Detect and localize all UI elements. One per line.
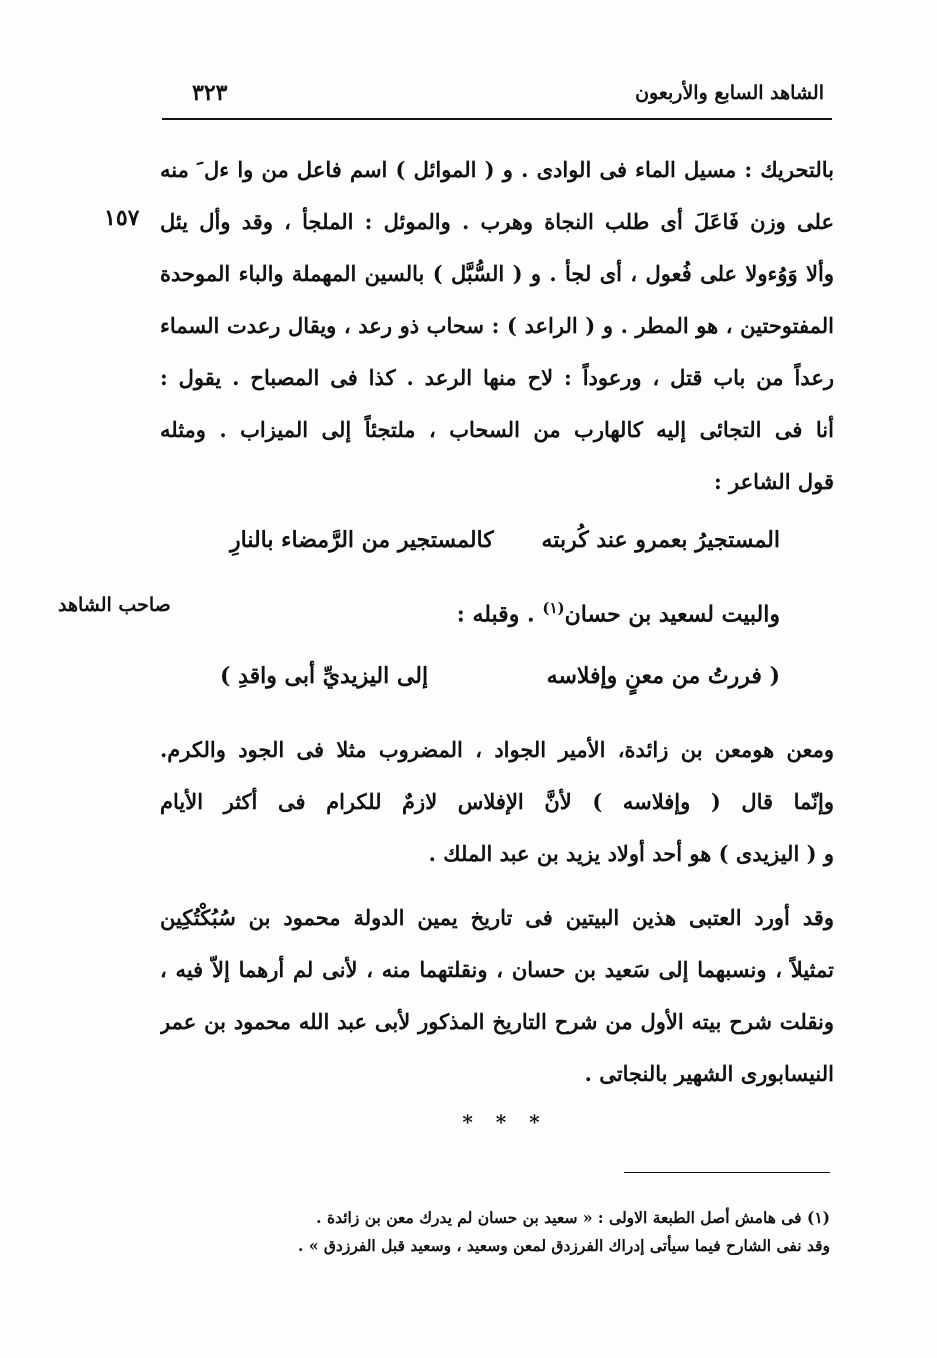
text-line: رعداً من باب قتل ، ورعوداً : لاح منها الرعد . كذا فى المصباح . يقول : xyxy=(160,365,834,390)
footnote-line: وقد نفى الشارح فيما سيأتى إدراك الفرزدق لمعن وسعيد ، وسعيد قبل الفرزدق » . xyxy=(298,1236,830,1255)
text-line: على وزن فَاعَلَ أى طلب النجاة وهرب . والموئل : الملجأ ، وقد وأل يئل xyxy=(160,209,834,234)
page-number: ٣٢٣ xyxy=(192,80,228,106)
margin-note: صاحب الشاهد xyxy=(58,594,171,616)
footnote-rule xyxy=(624,1172,830,1173)
text-line: و ( اليزيدى ) هو أحد أولاد يزيد بن عبد الملك . xyxy=(428,841,834,866)
header-rule xyxy=(162,118,832,120)
text-line: ومعن هومعن بن زائدة، الأمير الجواد ، المضروب مثلا فى الجود والكرم. xyxy=(160,737,834,762)
attribution-text: والبيت لسعيد بن حسان xyxy=(564,601,780,628)
running-head: الشاهد السابع والأربعون xyxy=(635,82,824,104)
verse-first-hemistich: ( فررتُ من معنٍ وإفلاسه xyxy=(546,663,780,689)
section-separator: * * * xyxy=(462,1110,548,1134)
footnote-ref: (١) xyxy=(542,599,565,617)
text-line: وألا وَوُءولا على فُعول ، أى لجأ . و ( السُّبَّل ) بالسين المهملة والباء الموحدة xyxy=(160,261,834,286)
verse-1 xyxy=(230,520,780,560)
text-line: تمثيلاً ، ونسبهما إلى سَعيد بن حسان ، ونقلتهما منه ، لأنى لم أرهما إلاّ فيه ، xyxy=(160,957,834,982)
page-header xyxy=(162,78,830,116)
verse-second-hemistich: إلى اليزيديِّ أبى واقدِ ) xyxy=(220,663,429,689)
text-line: ونقلت شرح بيته الأول من شرح التاريخ المذكور لأبى عبد الله محمود بن عمر xyxy=(160,1009,834,1034)
text-line: النيسابورى الشهير بالنجاتى . xyxy=(584,1061,834,1086)
verse-first-hemistich: المستجيرُ بعمرو عند كُربته xyxy=(541,527,780,553)
footnotes xyxy=(180,1204,830,1260)
attribution-line xyxy=(400,588,780,628)
text-line: أنا فى التجائى إليه كالهارب من السحاب ، ملتجئاً إلى الميزاب . ومثله xyxy=(160,417,834,442)
text-line: وإنّما قال ( وإفلاسه ) لأنَّ الإفلاس لازمٌ للكرام فى أكثر الأيام xyxy=(160,789,834,814)
verse-second-hemistich: كالمستجير من الرَّمضاء بالنارِ xyxy=(230,527,494,553)
verse-2 xyxy=(220,656,780,696)
text-line: قول الشاعر : xyxy=(713,469,834,494)
text-line: وقد أورد العتبى هذين البيتين فى تاريخ يمين الدولة محمود بن سُبُكْتُكِين xyxy=(160,905,834,930)
footnote-line: (١) فى هامش أصل الطبعة الاولى : « سعيد بن حسان لم يدرك معن بن زائدة . xyxy=(316,1208,830,1227)
witness-number: ١٥٧ xyxy=(104,205,140,231)
text-line: بالتحريك : مسيل الماء فى الوادى . و ( الموائل ) اسم فاعل من وا ءل َ منه xyxy=(160,157,834,182)
attribution-after: . وقبله : xyxy=(456,601,535,628)
text-line: المفتوحتين ، هو المطر . و ( الراعد ) : سحاب ذو رعد ، ويقال رعدت السماء xyxy=(160,313,834,338)
